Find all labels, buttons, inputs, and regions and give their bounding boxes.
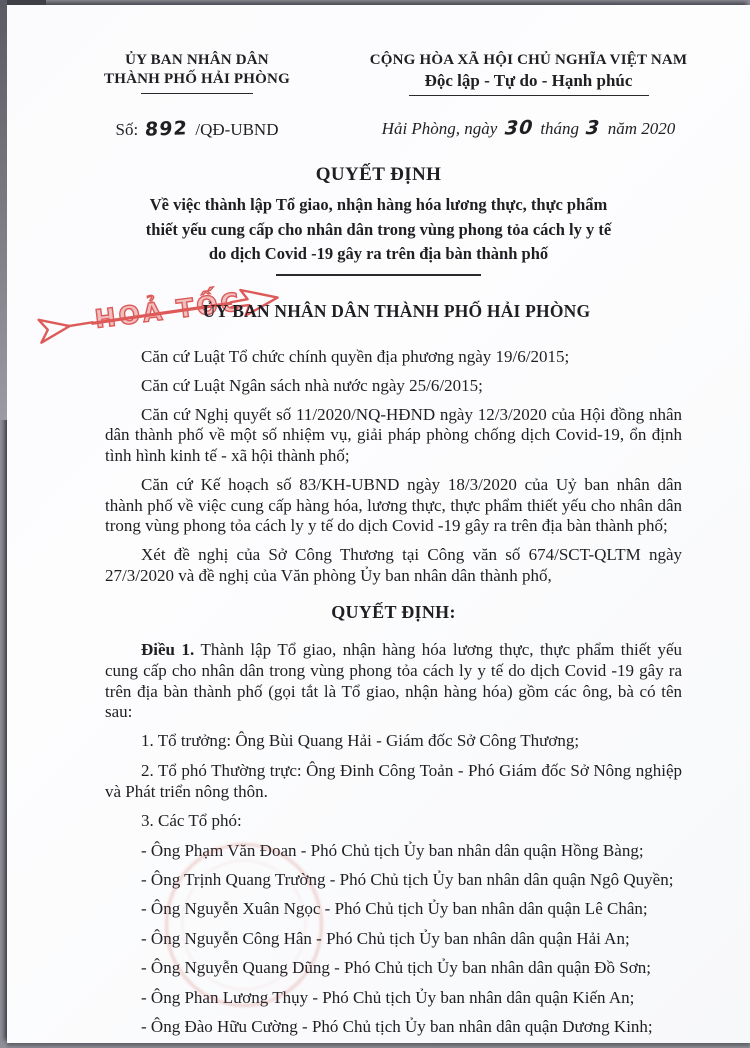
preamble — [105, 347, 682, 587]
issuer-block — [69, 51, 325, 140]
motto-underline — [409, 95, 649, 96]
issuer-name-line1: ỦY BAN NHÂN DÂN — [125, 52, 269, 68]
national-line1: CỘNG HÒA XÃ HỘI CHỦ NGHĨA VIỆT NAM — [369, 52, 688, 68]
authority-section — [7, 286, 750, 334]
subject-line-1: Về việc thành lập Tổ giao, nhận hàng hóa lương thực, thực phẩm — [149, 195, 608, 214]
date-mid: tháng — [540, 119, 580, 138]
deputy-item: - Ông Nguyễn Xuân Ngọc - Phó Chủ tịch Ủy ban nhân dân quận Lê Chân; — [141, 899, 648, 919]
number-suffix: /QĐ-UBND — [195, 120, 279, 139]
issuer-underline — [141, 93, 253, 94]
place-date-line — [343, 117, 714, 139]
photo-edge — [0, 0, 7, 420]
date-pre: Hải Phòng, ngày — [381, 119, 498, 138]
deputy-item: - Ông Trịnh Quang Trường - Phó Chủ tịch Ủy ban nhân dân quận Ngô Quyền; — [141, 870, 674, 890]
document-type-title: QUYẾT ĐỊNH — [315, 164, 442, 185]
deputy-item: - Ông Phan Lương Thụy - Phó Chủ tịch Ủy ban nhân dân quận Kiến An; — [141, 987, 635, 1007]
national-line2: Độc lập - Tự do - Hạnh phúc — [424, 71, 633, 90]
document-number — [69, 118, 325, 140]
number-label: Số: — [115, 120, 139, 139]
date-day-handwritten: 30 — [503, 116, 534, 140]
preamble-paragraph: Căn cứ Nghị quyết số 11/2020/NQ-HĐND ngày 12/3/2020 của Hội đồng nhân dân thành phố về một số nhiệm vụ, giải pháp phòng chống dịch Covid-19, ổn định tình hình kinh tế - xã hội thành phố; — [105, 404, 682, 465]
document-body — [7, 347, 750, 1038]
article-1-text: Thành lập Tổ giao, nhận hàng hóa lương thực, thực phẩm thiết yếu cung cấp cho nhân dân trong vùng phong tỏa cách ly y tế do dịch Covid -19 gây ra trên địa bàn thành phố (gọi tắt là Tổ giao, nhận hàng hóa) gồm các ông, bà có tên sau: — [105, 640, 683, 722]
preamble-paragraph: Căn cứ Luật Tổ chức chính quyền địa phương ngày 19/6/2015; — [141, 346, 570, 366]
urgent-stamp-label: HOẢ TỐC — [93, 286, 244, 334]
issuer-name-line2: THÀNH PHỐ HẢI PHÒNG — [104, 71, 290, 87]
subject-underline — [276, 274, 481, 276]
date-month-handwritten: 3 — [585, 116, 602, 140]
document-header — [7, 5, 750, 140]
date-post: năm 2020 — [607, 119, 676, 138]
member-item: 1. Tổ trưởng: Ông Bùi Quang Hải - Giám đốc Sở Công Thương; — [141, 731, 580, 751]
deputy-item: - Ông Đào Hữu Cường - Phó Chủ tịch Ủy ban nhân dân quận Dương Kinh; — [141, 1017, 653, 1037]
national-motto-block — [325, 51, 714, 140]
preamble-paragraph: Xét đề nghị của Sở Công Thương tại Công văn số 674/SCT-QLTM ngày 27/3/2020 và đề nghị của Văn phòng Ủy ban nhân dân thành phố, — [105, 545, 682, 585]
preamble-paragraph: Căn cứ Kế hoạch số 83/KH-UBND ngày 18/3/2020 của Uỷ ban nhân dân thành phố về việc cung cấp hàng hóa, lương thực, thực phẩm thiết yếu cho nhân dân trong vùng phong tỏa cách ly y tế do dịch Covid -19 gây ra trên địa bàn thành phố; — [105, 474, 682, 536]
deputy-item: - Ông Phạm Văn Đoan - Phó Chủ tịch Ủy ban nhân dân quận Hồng Bàng; — [141, 840, 644, 860]
member-item: 3. Các Tổ phó: — [141, 811, 242, 831]
article-1-label: Điều 1. — [141, 640, 195, 660]
title-block — [7, 164, 750, 276]
document-page — [7, 5, 750, 1043]
member-item: 2. Tổ phó Thường trực: Ông Đinh Công Toản - Phó Giám đốc Sở Nông nghiệp và Phát triển nông thôn. — [105, 760, 682, 801]
subject-line-3: do dịch Covid -19 gây ra trên địa bàn thành phố — [208, 244, 549, 263]
article-1 — [105, 640, 682, 722]
subject-line-2: thiết yếu cung cấp cho nhân dân trong vùng phong tỏa cách ly y tế — [145, 219, 612, 239]
decision-heading: QUYẾT ĐỊNH: — [331, 602, 456, 623]
preamble-paragraph: Căn cứ Luật Ngân sách nhà nước ngày 25/6/2015; — [141, 375, 483, 395]
deputy-item: - Ông Nguyễn Quang Dũng - Phó Chủ tịch Ủy ban nhân dân quận Đồ Sơn; — [141, 958, 651, 978]
deputy-item: - Ông Nguyễn Công Hân - Phó Chủ tịch Ủy ban nhân dân quận Hải An; — [141, 928, 630, 948]
authority-heading: ỦY BAN NHÂN DÂN THÀNH PHỐ HẢI PHÒNG — [202, 300, 591, 321]
number-handwritten: 892 — [144, 117, 189, 141]
